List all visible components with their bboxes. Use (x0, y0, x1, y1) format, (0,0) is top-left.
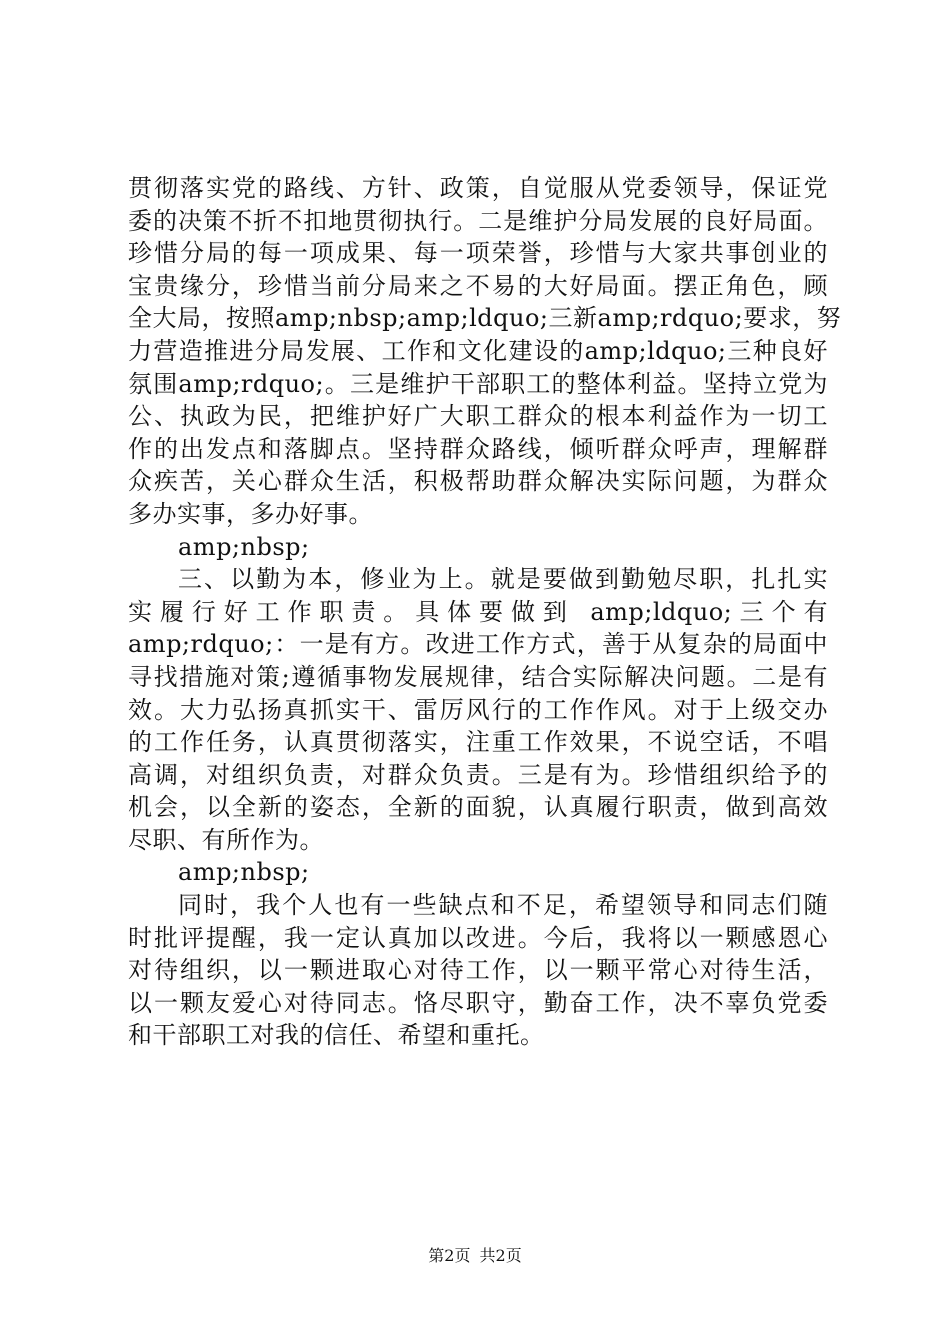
text-line: 机会，以全新的姿态，全新的面貌，认真履行职责，做到高效 (128, 793, 828, 822)
text-line: 的工作任务，认真贯彻落实，注重工作效果，不说空话，不唱 (128, 728, 828, 757)
text-line: 对待组织，以一颗进取心对待工作，以一颗平常心对待生活， (128, 956, 828, 985)
text-line: 和干部职工对我的信任、希望和重托。 (128, 1021, 545, 1050)
paragraph-start-line: 同时，我个人也有一些缺点和不足，希望领导和同志们随 (178, 891, 828, 920)
text-line: amp;nbsp; (178, 532, 310, 561)
document-body (128, 172, 842, 1052)
page-total: 共2页 (479, 1246, 522, 1265)
text-line: 珍惜分局的每一项成果、每一项荣誉，珍惜与大家共事创业的 (128, 239, 828, 268)
text-line: 尽职、有所作为。 (128, 825, 324, 854)
page-number: 第2页 (428, 1246, 471, 1265)
text-line: 众疾苦，关心群众生活，积极帮助群众解决实际问题，为群众 (128, 467, 828, 496)
text-line: 以一颗友爱心对待同志。恪尽职守，勤奋工作，决不辜负党委 (128, 988, 828, 1017)
page-footer (0, 1246, 950, 1266)
text-line: 宝贵缘分，珍惜当前分局来之不易的大好局面。摆正角色，顾 (128, 271, 828, 300)
text-line: 力营造推进分局发展、工作和文化建设的amp;ldquo;三种良好 (128, 336, 828, 365)
text-line: 实履行好工作职责。具体要做到 amp;ldquo;三个有 (128, 597, 828, 626)
text-line: 公、执政为民，把维护好广大职工群众的根本利益作为一切工 (128, 402, 828, 431)
paragraph-start-line: 三、以勤为本，修业为上。就是要做到勤勉尽职，扎扎实 (178, 565, 828, 594)
text-line: 委的决策不折不扣地贯彻执行。二是维护分局发展的良好局面。 (128, 206, 828, 235)
text-line: 多办实事，多办好事。 (128, 499, 373, 528)
text-line: amp;rdquo;：一是有方。改进工作方式，善于从复杂的局面中 (128, 630, 828, 659)
text-line: 寻找措施对策;遵循事物发展规律，结合实际解决问题。二是有 (128, 662, 828, 691)
text-line: 高调，对组织负责，对群众负责。三是有为。珍惜组织给予的 (128, 760, 828, 789)
text-line: 氛围amp;rdquo;。三是维护干部职工的整体利益。坚持立党为 (128, 369, 828, 398)
text-line: 作的出发点和落脚点。坚持群众路线，倾听群众呼声，理解群 (128, 434, 828, 463)
text-line: 时批评提醒，我一定认真加以改进。今后，我将以一颗感恩心 (128, 923, 828, 952)
text-line: 全大局，按照amp;nbsp;amp;ldquo;三新amp;rdquo;要求，努 (128, 304, 842, 333)
text-line: 贯彻落实党的路线、方针、政策，自觉服从党委领导，保证党 (128, 174, 828, 202)
text-line: amp;nbsp; (178, 858, 310, 887)
text-line: 效。大力弘扬真抓实干、雷厉风行的工作作风。对于上级交办 (128, 695, 828, 724)
